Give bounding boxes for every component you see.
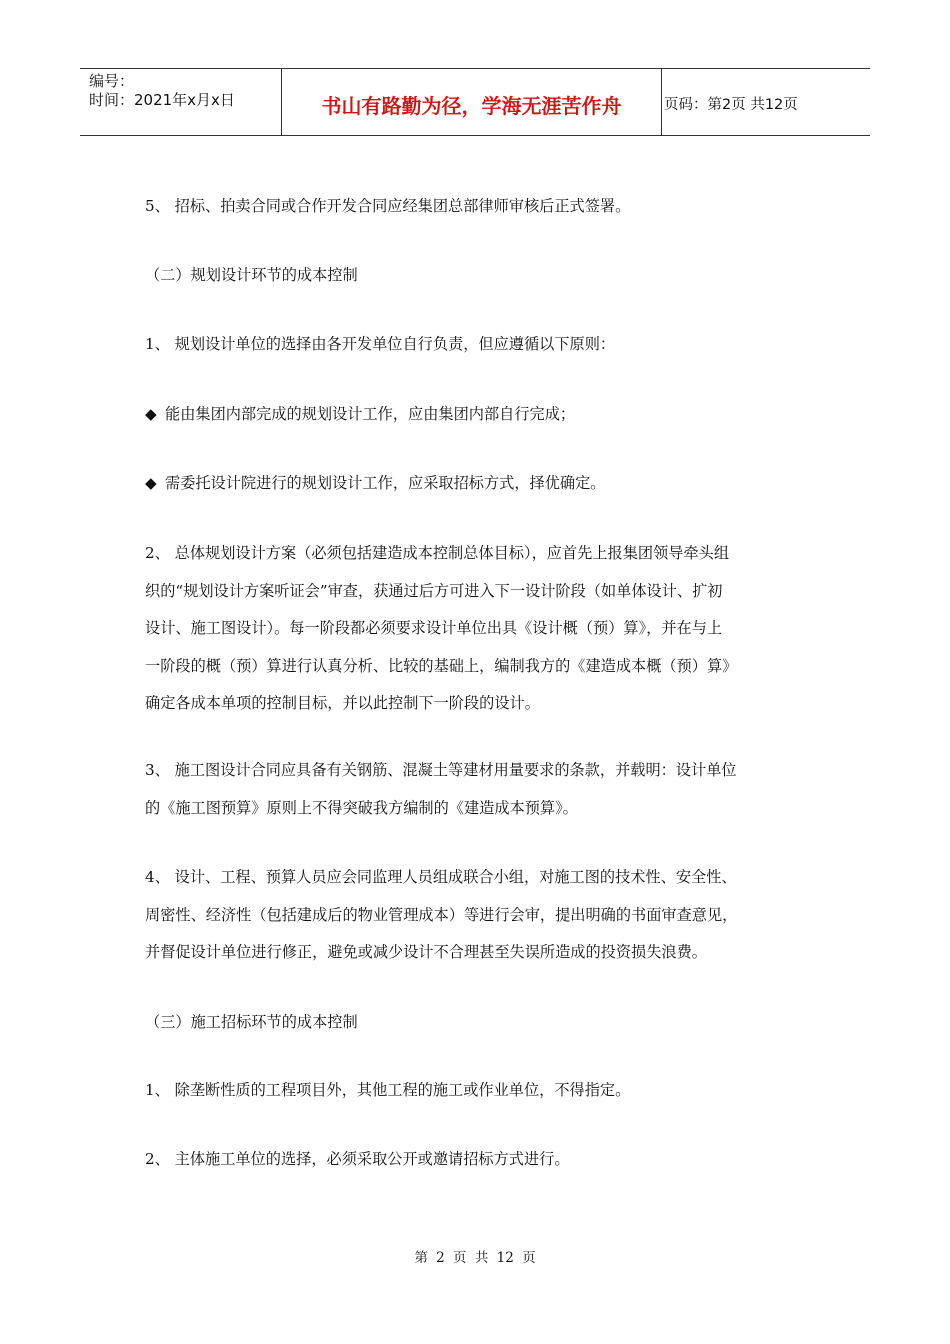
text-line: 织的“规划设计方案听证会”审查，获通过后方可进入下一设计阶段（如单体设计、扩初 (145, 581, 723, 600)
paragraph-design-2 (145, 535, 815, 723)
paragraph-bid-2: 2、 主体施工单位的选择，必须采取公开或邀请招标方式进行。 (145, 1150, 570, 1168)
header-motto: 书山有路勤为径，学海无涯苦作舟 (282, 69, 662, 135)
text-line: 设计、施工图设计）。每一阶段都必须要求设计单位出具《设计概（预）算》，并在与上 (145, 619, 723, 637)
text-line: 2、 总体规划设计方案（必须包括建造成本控制总体目标），应首先上报集团领导牵头组 (145, 544, 730, 562)
section-heading-3: （三）施工招标环节的成本控制 (145, 1013, 358, 1031)
text-line: 一阶段的概（预）算进行认真分析、比较的基础上，编制我方的《建造成本概（预）算》 (145, 656, 738, 675)
paragraph-design-3 (145, 752, 815, 827)
bullet-icon: ◆ (145, 474, 157, 492)
section-heading-2: （二）规划设计环节的成本控制 (145, 266, 358, 284)
page-footer: 第 2 页 共 12 页 (414, 1250, 536, 1266)
text-line: 的《施工图预算》原则上不得突破我方编制的《建造成本预算》。 (145, 798, 578, 817)
paragraph-bid-1: 1、 除垄断性质的工程项目外，其他工程的施工或作业单位，不得指定。 (145, 1081, 631, 1099)
bullet-item-2 (145, 465, 815, 503)
paragraph-design-1: 1、 规划设计单位的选择由各开发单位自行负责，但应遵循以下原则： (145, 335, 616, 353)
paragraph-5: 5、 招标、拍卖合同或合作开发合同应经集团总部律师审核后正式签署。 (145, 197, 631, 215)
text-line: 确定各成本单项的控制目标，并以此控制下一阶段的设计。 (145, 694, 540, 712)
paragraph-design-4 (145, 859, 815, 972)
header-page-info: 页码：第2页 共12页 (664, 96, 798, 113)
bullet-text: 能由集团内部完成的规划设计工作，应由集团内部自行完成； (165, 405, 576, 423)
document-date: 时间：2021年x月x日 (89, 91, 235, 109)
bullet-icon: ◆ (145, 405, 157, 423)
page-header (80, 68, 870, 136)
text-line: 并督促设计单位进行修正，避免或减少设计不合理甚至失误所造成的投资损失浪费。 (145, 943, 707, 961)
bullet-text: 需委托设计院进行的规划设计工作，应采取招标方式，择优确定。 (165, 474, 606, 492)
text-line: 周密性、经济性（包括建成后的物业管理成本）等进行会审，提出明确的书面审查意见， (145, 905, 738, 924)
text-line: 4、 设计、工程、预算人员应会同监理人员组成联合小组，对施工图的技术性、安全性、 (145, 868, 737, 886)
bullet-item-1 (145, 396, 815, 434)
document-number-label: 编号： (89, 72, 135, 90)
header-meta (80, 69, 282, 135)
text-line: 3、 施工图设计合同应具备有关钢筋、混凝土等建材用量要求的条款，并载明：设计单位 (145, 761, 737, 779)
